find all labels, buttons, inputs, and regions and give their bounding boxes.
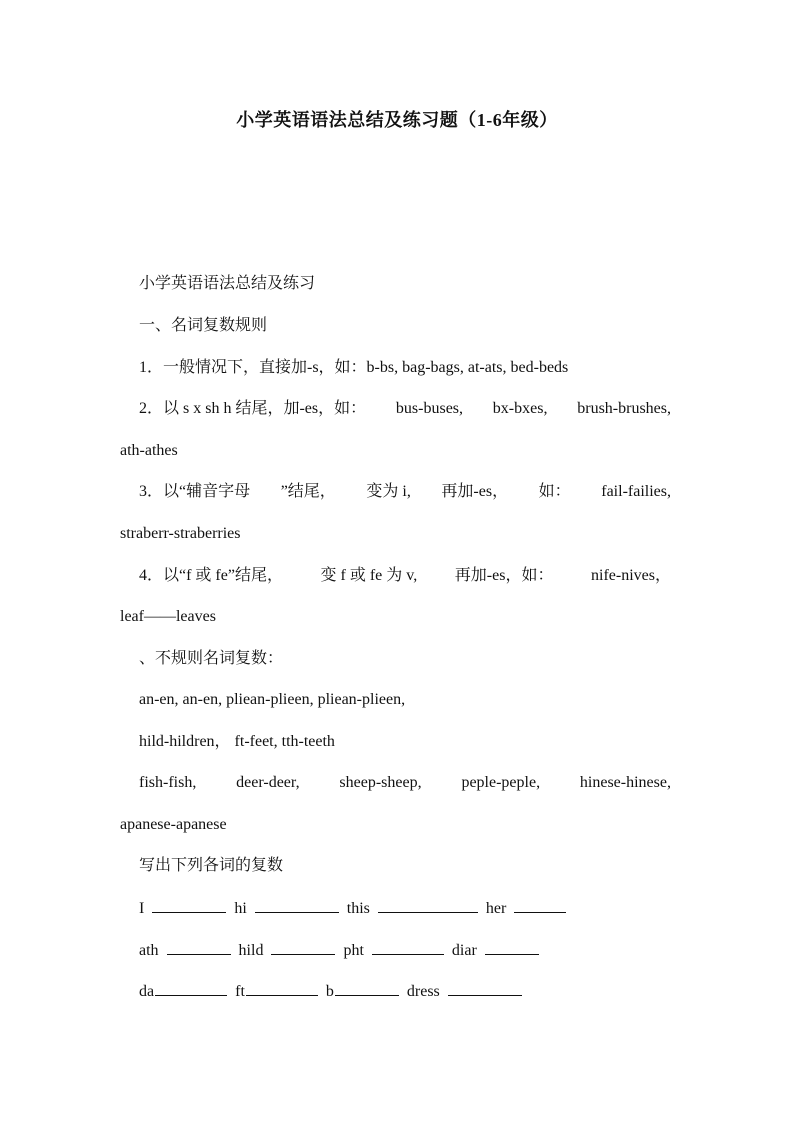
irregular-word: peple-peple,: [461, 774, 541, 791]
exercise-row-3: [139, 981, 526, 1002]
rule-2-part: bx-bxes,: [492, 400, 548, 417]
answer-blank[interactable]: [255, 898, 339, 913]
exercise-word: this: [346, 900, 370, 917]
rule-4-part: 再加-es，如：: [454, 567, 554, 584]
exercise-word: hi: [234, 900, 247, 917]
answer-blank[interactable]: [271, 940, 335, 955]
irregular-line-2: hild-hildren， ft-feet, tth-teeth: [139, 733, 335, 750]
answer-blank[interactable]: [485, 940, 539, 955]
exercise-word: her: [485, 900, 507, 917]
exercise-word: dress: [406, 983, 440, 1000]
irregular-heading: 、不规则名词复数：: [139, 650, 284, 667]
exercise-word: da: [139, 983, 155, 1000]
rule-2-part: brush-brushes,: [577, 400, 671, 417]
irregular-word: hinese-hinese,: [579, 774, 671, 791]
rule-3-continuation: straberr-straberries: [120, 525, 241, 542]
rule-3-part: 变为 i,: [366, 483, 411, 500]
irregular-line-1: an-en, an-en, pliean-plieen, pliean-plieen,: [139, 691, 406, 708]
rule-4-part: 变 f 或 fe 为 v,: [320, 567, 418, 584]
irregular-line-3-continuation: apanese-apanese: [120, 816, 227, 833]
answer-blank[interactable]: [335, 981, 399, 996]
answer-blank[interactable]: [167, 940, 231, 955]
exercise-word: ft: [235, 983, 245, 1000]
exercise-row-2: [139, 940, 543, 961]
answer-blank[interactable]: [152, 898, 226, 913]
rule-2: [139, 399, 671, 419]
subtitle: 小学英语语法总结及练习: [139, 275, 316, 292]
exercise-word: hild: [238, 942, 264, 959]
exercise-heading: 写出下列各词的复数: [139, 857, 284, 874]
rule-3-part: ”结尾，: [280, 483, 336, 500]
answer-blank[interactable]: [246, 981, 318, 996]
answer-blank[interactable]: [372, 940, 444, 955]
rule-4-continuation: leaf——leaves: [120, 608, 216, 625]
rule-2-part: 2．以 s x sh h 结尾，加-es，如：: [139, 400, 367, 417]
answer-blank[interactable]: [514, 898, 566, 913]
exercise-word: ath: [139, 942, 159, 959]
exercise-word: I: [139, 900, 145, 917]
rule-1: 1．一般情况下，直接加-s，如：b-bs, bag-bags, at-ats, bed-beds: [139, 359, 569, 376]
rule-4-part: 4．以“f 或 fe”结尾，: [139, 567, 283, 584]
answer-blank[interactable]: [448, 981, 522, 996]
section-heading: 一、名词复数规则: [139, 317, 268, 334]
rule-4-part: nife-nives，: [591, 567, 671, 584]
irregular-word: sheep-sheep,: [339, 774, 422, 791]
exercise-word: b: [325, 983, 334, 1000]
rule-3-part: fail-failies,: [601, 483, 671, 500]
irregular-word: deer-deer,: [236, 774, 300, 791]
rule-3-part: 如：: [538, 483, 571, 500]
exercise-row-1: [139, 898, 570, 919]
answer-blank[interactable]: [378, 898, 478, 913]
page-title: 小学英语语法总结及练习题（1-6年级）: [236, 110, 558, 130]
rule-3-part: 3．以“辅音字母: [139, 483, 251, 500]
rule-2-part: bus-buses,: [395, 400, 464, 417]
exercise-word: pht: [343, 942, 364, 959]
rule-3-part: 再加-es，: [441, 483, 509, 500]
rule-4: [139, 566, 671, 586]
exercise-word: diar: [451, 942, 477, 959]
answer-blank[interactable]: [155, 981, 227, 996]
rule-2-continuation: ath-athes: [120, 442, 178, 459]
irregular-word: fish-fish,: [139, 774, 197, 791]
irregular-line-3: [139, 773, 671, 793]
rule-3: [139, 482, 671, 502]
